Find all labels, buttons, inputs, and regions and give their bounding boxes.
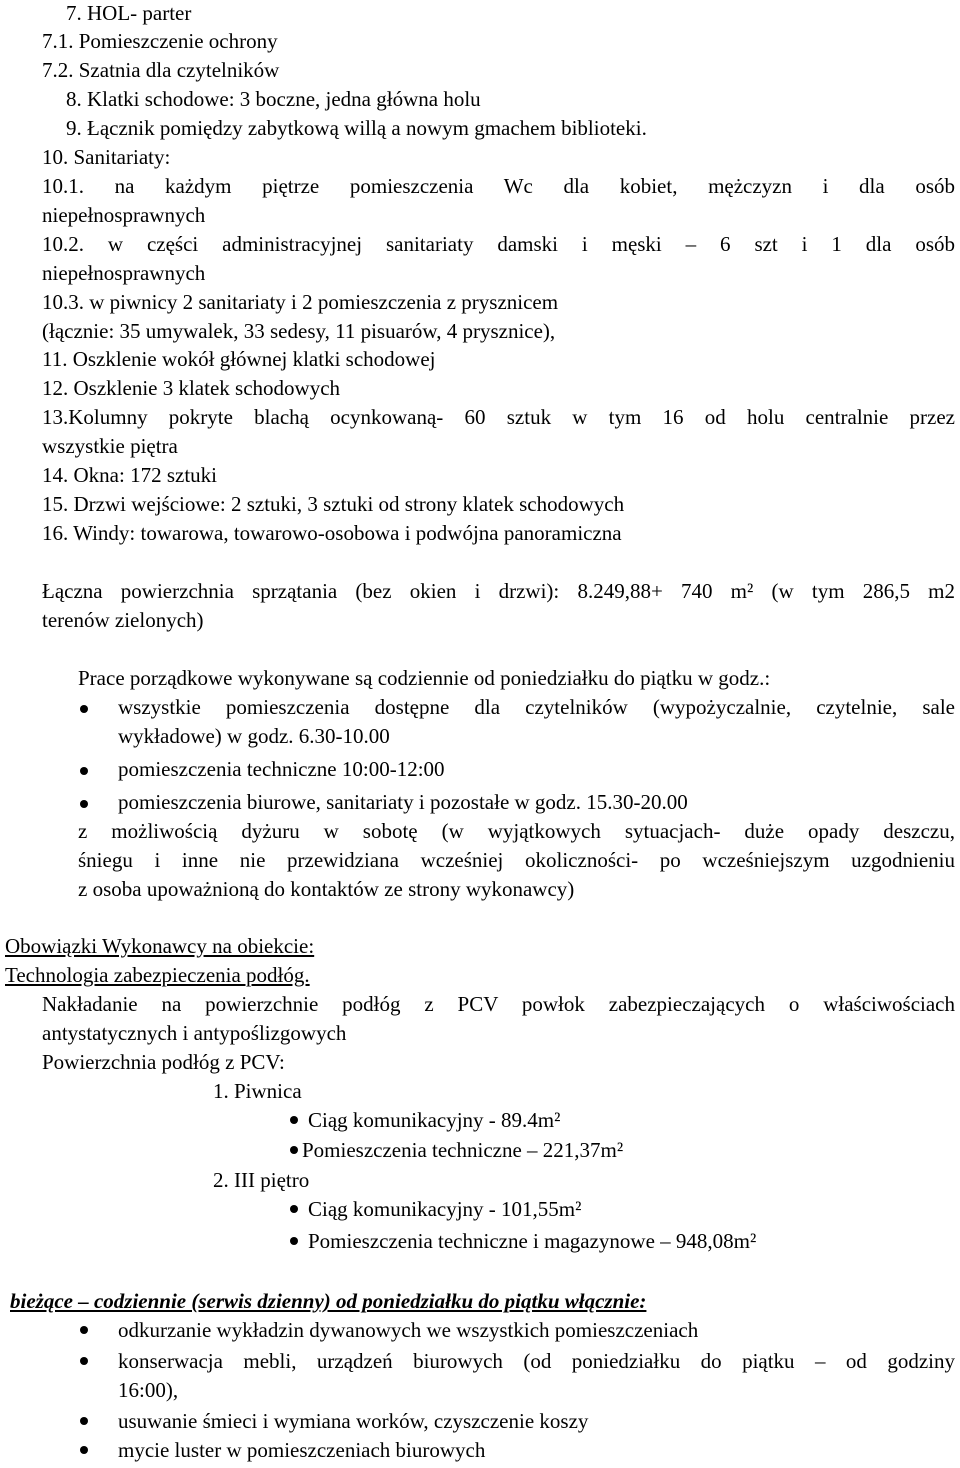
pcv-basement-corridor: Ciąg komunikacyjny - 89.4m² — [308, 1108, 561, 1132]
floor-technology-heading: Technologia zabezpieczenia podłóg. — [5, 963, 310, 987]
total-area-text-cont: terenów zielonych) — [42, 608, 204, 632]
list-item-13: 13.Kolumny pokryte blachą ocynkowaną- 60 sztuk w tym 16 od holu centralnie przez — [42, 405, 955, 429]
list-item-14: 14. Okna: 172 sztuki — [42, 463, 217, 487]
daily-service-heading: bieżące – codziennie (serwis dzienny) od poniedziałku do piątku włącznie: — [10, 1289, 647, 1313]
list-item-10-3-cont: (łącznie: 35 umywalek, 33 sedesy, 11 pisuarów, 4 prysznice), — [42, 319, 556, 343]
pcv-basement-technical: Pomieszczenia techniczne – 221,37m² — [302, 1138, 624, 1162]
daily-item-furniture: konserwacja mebli, urządzeń biurowych (od poniedziałku do piątku – od godziny — [118, 1349, 955, 1373]
bullet-icon — [290, 1205, 298, 1213]
list-item-11: 11. Oszklenie wokół głównej klatki schodowej — [42, 347, 436, 371]
hours-item-offices: pomieszczenia biurowe, sanitariaty i pozostałe w godz. 15.30-20.00 — [118, 790, 688, 814]
list-item-10: 10. Sanitariaty: — [42, 145, 171, 169]
obligations-heading: Obowiązki Wykonawcy na obiekcie: — [5, 934, 315, 958]
saturday-note: z możliwością dyżuru w sobotę (w wyjątkowych sytuacjach- duże opady deszczu, — [78, 819, 955, 843]
pcv-third-floor-technical: Pomieszczenia techniczne i magazynowe – 948,08m² — [308, 1229, 757, 1253]
pcv-third-floor-corridor: Ciąg komunikacyjny - 101,55m² — [308, 1197, 582, 1221]
list-item-10-2: 10.2. w części administracyjnej sanitariaty damski i męski – 6 szt i 1 dla osób — [42, 232, 955, 256]
hours-item-technical: pomieszczenia techniczne 10:00-12:00 — [118, 757, 445, 781]
pcv-item-basement: 1. Piwnica — [213, 1079, 302, 1103]
list-item-10-1: 10.1. na każdym piętrze pomieszczenia Wc dla kobiet, mężczyzn i dla osób — [42, 174, 955, 198]
work-hours-intro: Prace porządkowe wykonywane są codziennie od poniedziałku do piątku w godz.: — [78, 666, 771, 690]
list-item-7-1: 7.1. Pomieszczenie ochrony — [42, 29, 278, 53]
total-area-text: Łączna powierzchnia sprzątania (bez okien i drzwi): 8.249,88+ 740 m² (w tym 286,5 m2 — [42, 579, 955, 603]
bullet-icon — [80, 705, 88, 713]
list-item-15: 15. Drzwi wejściowe: 2 sztuki, 3 sztuki od strony klatek schodowych — [42, 492, 625, 516]
pcv-area-heading: Powierzchnia podłóg z PCV: — [42, 1050, 285, 1074]
floor-coating-text: Nakładanie na powierzchnie podłóg z PCV powłok zabezpieczających o właściwościach — [42, 992, 955, 1016]
pcv-item-third-floor: 2. III piętro — [213, 1168, 310, 1192]
bullet-icon — [80, 767, 88, 775]
list-item-10-2-cont: niepełnosprawnych — [42, 261, 206, 285]
hours-item-reader-rooms-cont: wykładowe) w godz. 6.30-10.00 — [118, 724, 390, 748]
list-item-9: 9. Łącznik pomiędzy zabytkową willą a nowym gmachem biblioteki. — [66, 116, 647, 140]
daily-item-furniture-cont: 16:00), — [118, 1378, 179, 1402]
saturday-note-cont-2: z osoba upoważnioną do kontaktów ze strony wykonawcy) — [78, 877, 575, 901]
list-item-16: 16. Windy: towarowa, towarowo-osobowa i podwójna panoramiczna — [42, 521, 622, 545]
floor-coating-text-cont: antystatycznych i antypoślizgowych — [42, 1021, 347, 1045]
list-item-7: 7. HOL- parter — [66, 1, 192, 25]
daily-item-vacuuming: odkurzanie wykładzin dywanowych we wszystkich pomieszczeniach — [118, 1318, 699, 1342]
list-item-7-2: 7.2. Szatnia dla czytelników — [42, 58, 280, 82]
list-item-8: 8. Klatki schodowe: 3 boczne, jedna główna holu — [66, 87, 481, 111]
daily-item-trash: usuwanie śmieci i wymiana worków, czyszczenie koszy — [118, 1409, 589, 1433]
bullet-icon — [80, 800, 88, 808]
bullet-icon — [80, 1357, 88, 1365]
list-item-13-cont: wszystkie piętra — [42, 434, 178, 458]
bullet-icon — [290, 1116, 298, 1124]
bullet-icon — [290, 1146, 298, 1154]
saturday-note-cont-1: śniegu i inne nie przewidziana wcześniej okoliczności- po wcześniejszym uzgodnieniu — [78, 848, 955, 872]
list-item-12: 12. Oszklenie 3 klatek schodowych — [42, 376, 341, 400]
list-item-10-3: 10.3. w piwnicy 2 sanitariaty i 2 pomieszczenia z prysznicem — [42, 290, 559, 314]
daily-item-mirrors: mycie luster w pomieszczeniach biurowych — [118, 1438, 486, 1462]
bullet-icon — [80, 1326, 88, 1334]
hours-item-reader-rooms: wszystkie pomieszczenia dostępne dla czytelników (wypożyczalnie, czytelnie, sale — [118, 695, 955, 719]
bullet-icon — [80, 1417, 88, 1425]
bullet-icon — [80, 1446, 88, 1454]
list-item-10-1-cont: niepełnosprawnych — [42, 203, 206, 227]
bullet-icon — [290, 1237, 298, 1245]
